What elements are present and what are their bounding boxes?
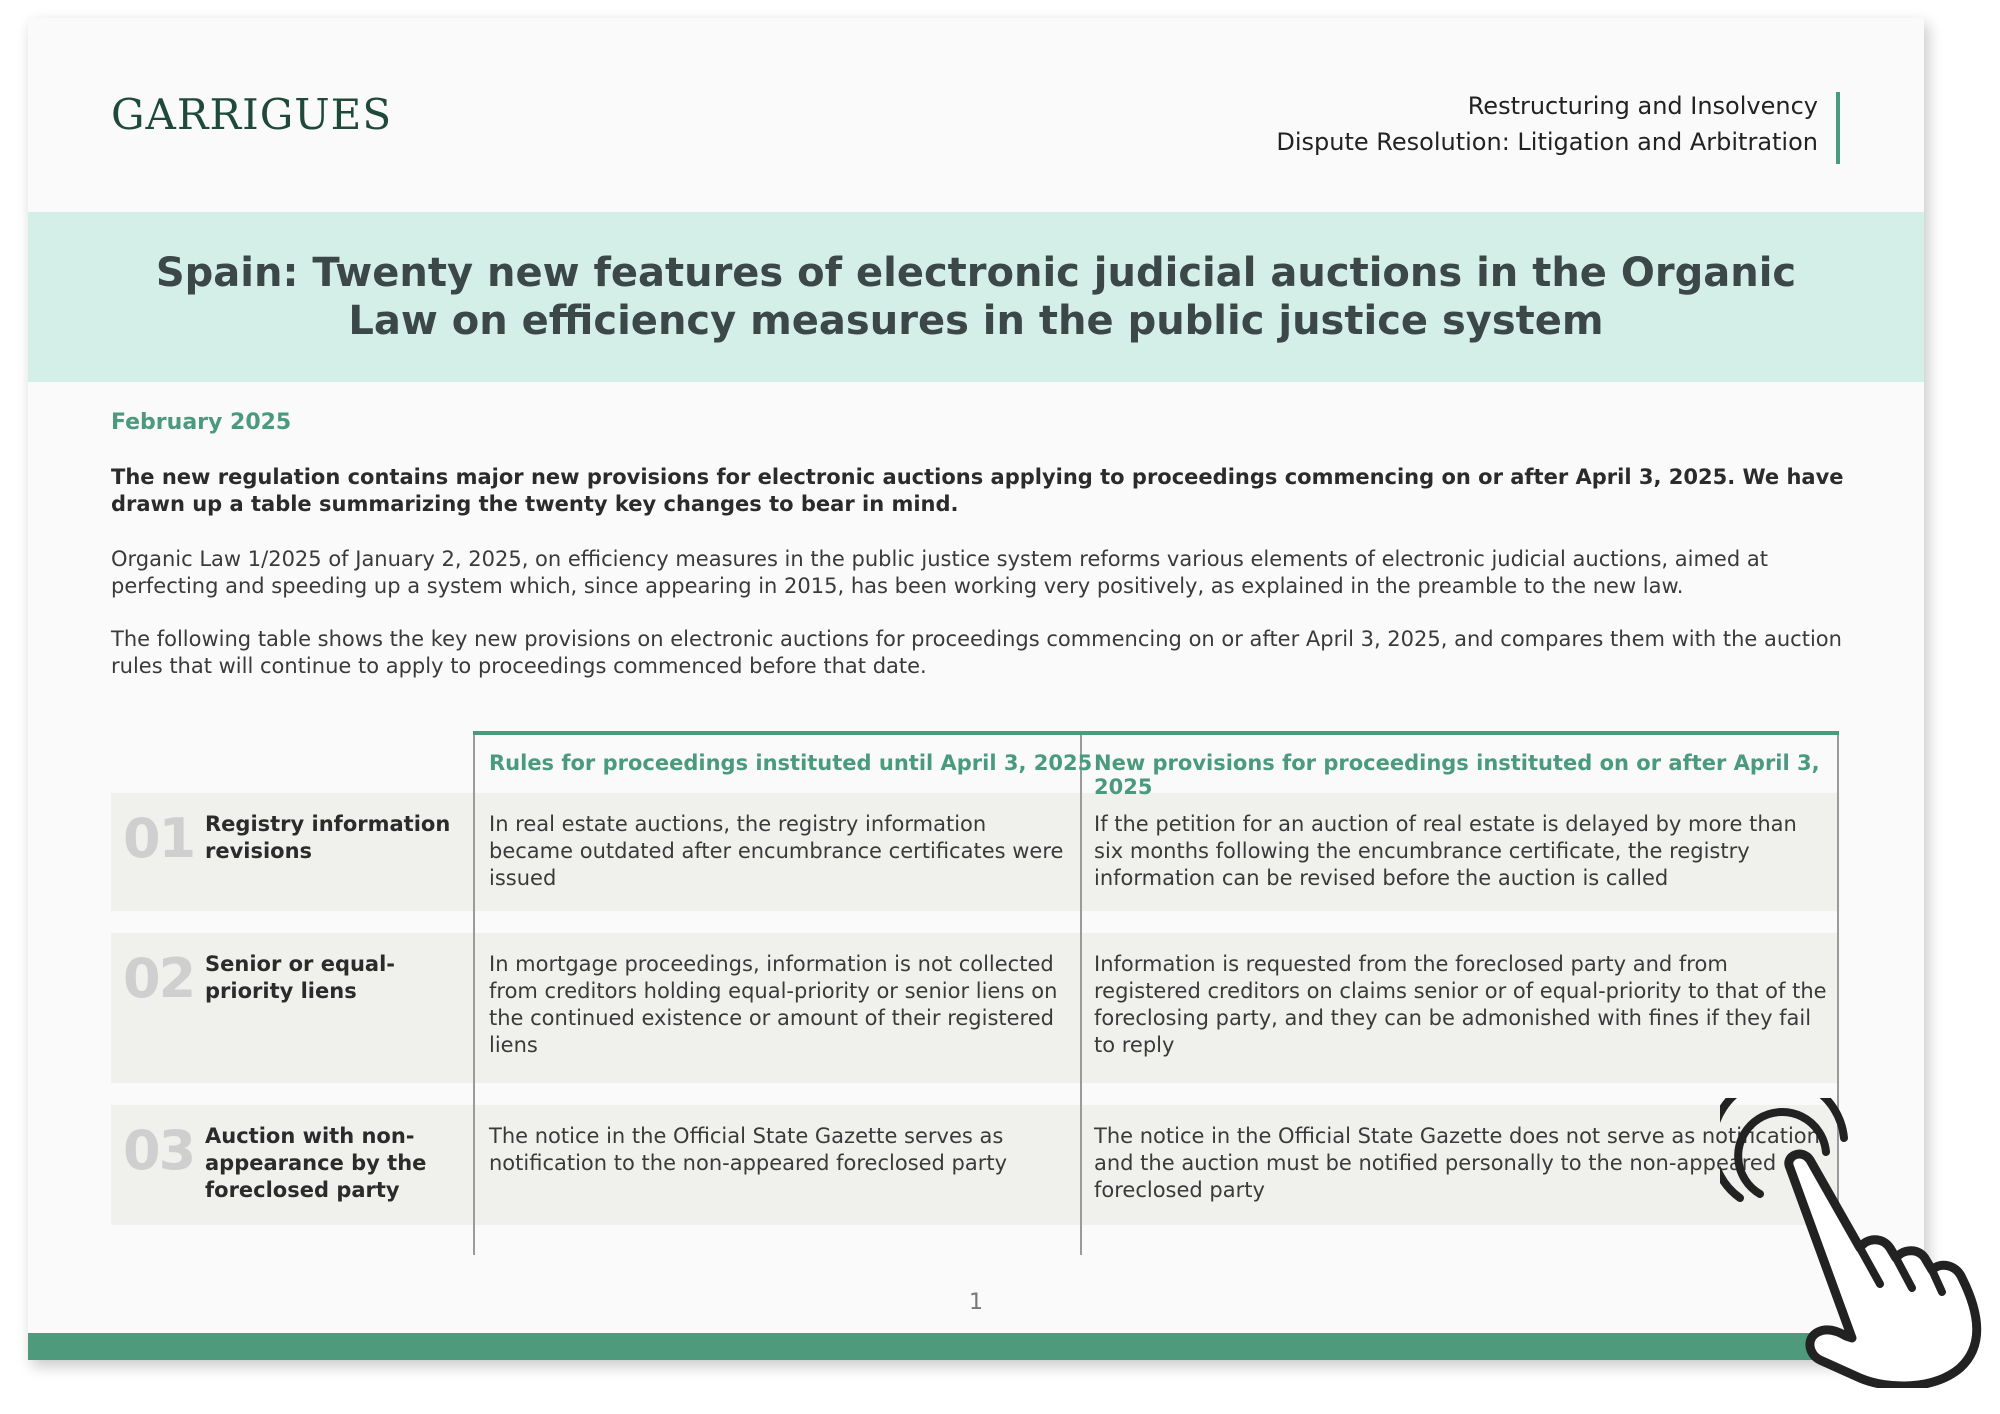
old-rule-cell: In mortgage proceedings, information is not collected from creditors holding equal-priority or senior liens on the continued existence or amount of their registered liens xyxy=(489,952,1058,1057)
garrigues-logo: GARRIGUES xyxy=(111,90,393,139)
title-band xyxy=(28,212,1924,382)
practice-areas xyxy=(1276,88,1830,160)
row-number: 02 xyxy=(123,947,195,1010)
new-rule-cell: If the petition for an auction of real estate is delayed by more than six months following the encumbrance certificate, the registry information can be revised before the auction is called xyxy=(1094,812,1797,890)
old-rule-cell: The notice in the Official State Gazette serves as notification to the non-appeared foreclosed party xyxy=(489,1124,1008,1175)
column-header-new-provisions: New provisions for proceedings instituted on or after April 3, 2025 xyxy=(1094,751,1820,799)
document-title: Spain: Twenty new features of electronic judicial auctions in the Organic Law on efficiency measures in the public justice system xyxy=(155,250,1797,344)
table-divider-middle xyxy=(1080,735,1082,1255)
page-number: 1 xyxy=(969,1290,983,1315)
row-label: Registry information revisions xyxy=(205,812,451,863)
table-row xyxy=(111,1105,1839,1225)
row-number: 03 xyxy=(123,1119,195,1182)
practice-area-restructuring: Restructuring and Insolvency xyxy=(1467,92,1818,120)
body-paragraph-2: The following table shows the key new provisions on electronic auctions for proceedings commencing on or after April 3, 2025, and compares them with the auction rules that will continue to apply to proceedings commenced before that date. xyxy=(111,627,1842,678)
body-paragraph-1: Organic Law 1/2025 of January 2, 2025, on efficiency measures in the public justice system reforms various elements of electronic judicial auctions, aimed at perfecting and speeding up a system which, since appearing in 2015, has been working very positively, as explained in the preamble to the new law. xyxy=(111,547,1768,598)
new-rule-cell: The notice in the Official State Gazette does not serve as notification and the auction must be notified personally to the non-appeared foreclosed party xyxy=(1094,1124,1820,1202)
row-label: Senior or equal-priority liens xyxy=(205,952,396,1003)
comparison-table xyxy=(111,731,1839,1258)
table-top-rule xyxy=(473,731,1839,735)
row-label: Auction with non-appearance by the foreclosed party xyxy=(205,1124,427,1202)
table-divider-left xyxy=(473,735,475,1255)
lead-paragraph: The new regulation contains major new provisions for electronic auctions applying to proceedings commencing on or after April 3, 2025. We have drawn up a table summarizing the twenty key changes to bear in mind. xyxy=(111,465,1844,516)
practice-area-dispute-resolution: Dispute Resolution: Litigation and Arbitration xyxy=(1276,128,1818,156)
footer-band xyxy=(28,1333,1924,1360)
row-number: 01 xyxy=(123,807,195,870)
tap-hand-icon[interactable] xyxy=(1720,1098,1990,1388)
column-header-old-rules: Rules for proceedings instituted until April 3, 2025 xyxy=(489,751,1093,775)
header-accent-bar xyxy=(1836,92,1840,164)
new-rule-cell: Information is requested from the foreclosed party and from registered creditors on claims senior or of equal-priority to that of the foreclosing party, and they can be admonished with fines if they fail to reply xyxy=(1094,952,1827,1057)
table-row xyxy=(111,793,1839,911)
publication-date: February 2025 xyxy=(111,410,292,435)
document-page xyxy=(28,18,1924,1360)
old-rule-cell: In real estate auctions, the registry information became outdated after encumbrance certificates were issued xyxy=(489,812,1064,890)
table-row xyxy=(111,933,1839,1083)
